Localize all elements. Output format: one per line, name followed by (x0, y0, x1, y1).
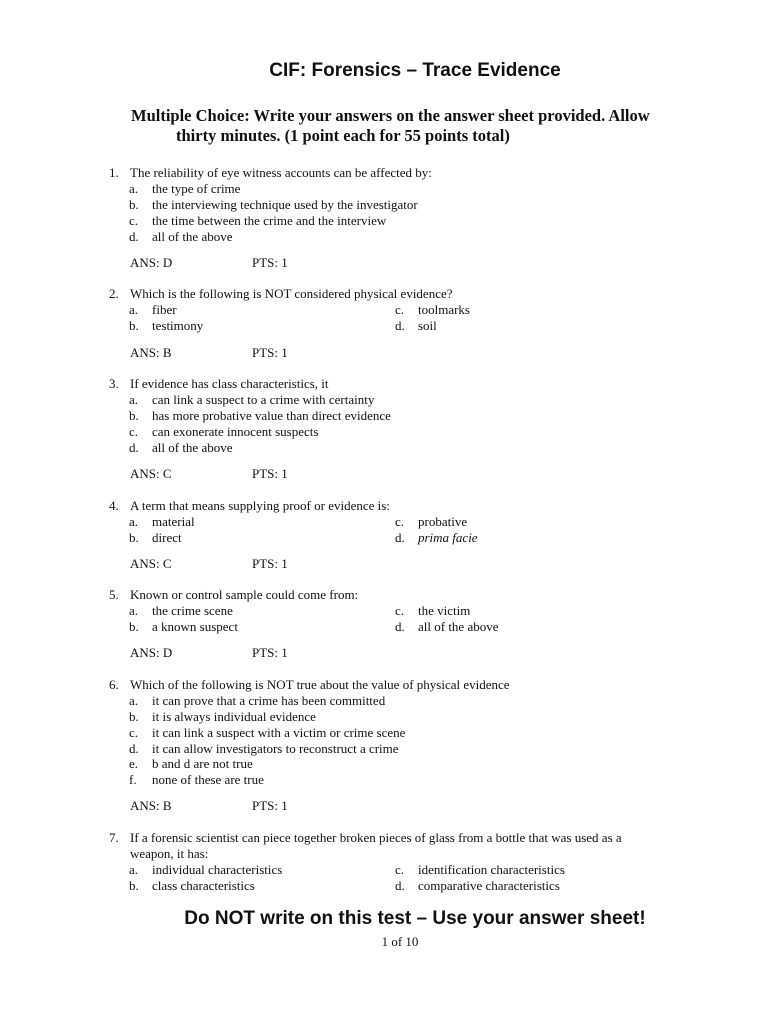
answer-key: ANS: D (130, 255, 173, 270)
option-a: a. individual characteristics (129, 862, 283, 877)
question-text: Which is the following is NOT considered physical evidence? (130, 286, 453, 301)
option-a: a. fiber (129, 302, 177, 317)
instructions-line-1: Multiple Choice: Write your answers on the answer sheet provided. Allow (131, 106, 650, 125)
answer-key: ANS: B (130, 345, 172, 360)
option-a: a. can link a suspect to a crime with certainty (129, 392, 375, 407)
points: PTS: 1 (252, 255, 288, 270)
answer-key: ANS: C (130, 466, 172, 481)
option-c: c. identification characteristics (395, 862, 565, 877)
option-c: c. it can link a suspect with a victim or crime scene (129, 725, 406, 740)
question-text: The reliability of eye witness accounts can be affected by: (130, 165, 432, 180)
option-c: c. probative (395, 514, 468, 529)
question-text: Which of the following is NOT true about the value of physical evidence (130, 677, 510, 692)
question-number: 3. (109, 376, 119, 391)
option-d: d. soil (395, 318, 437, 333)
option-b: b. a known suspect (129, 619, 238, 634)
answer-key: ANS: C (130, 556, 172, 571)
question-number: 6. (109, 677, 119, 692)
option-b: b. has more probative value than direct evidence (129, 408, 391, 423)
points: PTS: 1 (252, 645, 288, 660)
option-a: a. material (129, 514, 195, 529)
option-c: c. can exonerate innocent suspects (129, 424, 319, 439)
question-text: If evidence has class characteristics, it (130, 376, 329, 391)
option-b: b. testimony (129, 318, 204, 333)
answer-key: ANS: D (130, 645, 173, 660)
option-c: c. the victim (395, 603, 471, 618)
question-number: 2. (109, 286, 119, 301)
option-b: b. the interviewing technique used by the investigator (129, 197, 418, 212)
instructions-line-2: thirty minutes. (1 point each for 55 points total) (176, 126, 510, 145)
question-text-line-1: If a forensic scientist can piece together broken pieces of glass from a bottle that was used as a (130, 830, 622, 845)
question-number: 7. (109, 830, 119, 845)
answer-key: ANS: B (130, 798, 172, 813)
question-text-line-2: weapon, it has: (130, 846, 209, 861)
question-number: 1. (109, 165, 119, 180)
points: PTS: 1 (252, 466, 288, 481)
points: PTS: 1 (252, 556, 288, 571)
points: PTS: 1 (252, 798, 288, 813)
option-e: e. b and d are not true (129, 756, 253, 771)
option-d: d. all of the above (129, 440, 233, 455)
option-b: b. class characteristics (129, 878, 255, 893)
option-c: c. toolmarks (395, 302, 470, 317)
option-b: b. it is always individual evidence (129, 709, 316, 724)
option-d: d. prima facie (395, 530, 478, 545)
option-c: c. the time between the crime and the interview (129, 213, 387, 228)
question-number: 5. (109, 587, 119, 602)
footer-warning: Do NOT write on this test – Use your answer sheet! (184, 908, 646, 929)
option-a: a. the crime scene (129, 603, 233, 618)
option-f: f. none of these are true (129, 772, 264, 787)
question-text: A term that means supplying proof or evidence is: (130, 498, 390, 513)
option-d: d. all of the above (395, 619, 499, 634)
option-d: d. it can allow investigators to reconstruct a crime (129, 741, 399, 756)
page-title: CIF: Forensics – Trace Evidence (269, 60, 561, 81)
option-a: a. it can prove that a crime has been committed (129, 693, 386, 708)
points: PTS: 1 (252, 345, 288, 360)
option-d: d. comparative characteristics (395, 878, 560, 893)
question-number: 4. (109, 498, 119, 513)
question-text: Known or control sample could come from: (130, 587, 359, 602)
option-d: d. all of the above (129, 229, 233, 244)
instructions (131, 106, 731, 146)
page-number: 1 of 10 (381, 934, 419, 949)
option-b: b. direct (129, 530, 182, 545)
option-a: a. the type of crime (129, 181, 241, 196)
